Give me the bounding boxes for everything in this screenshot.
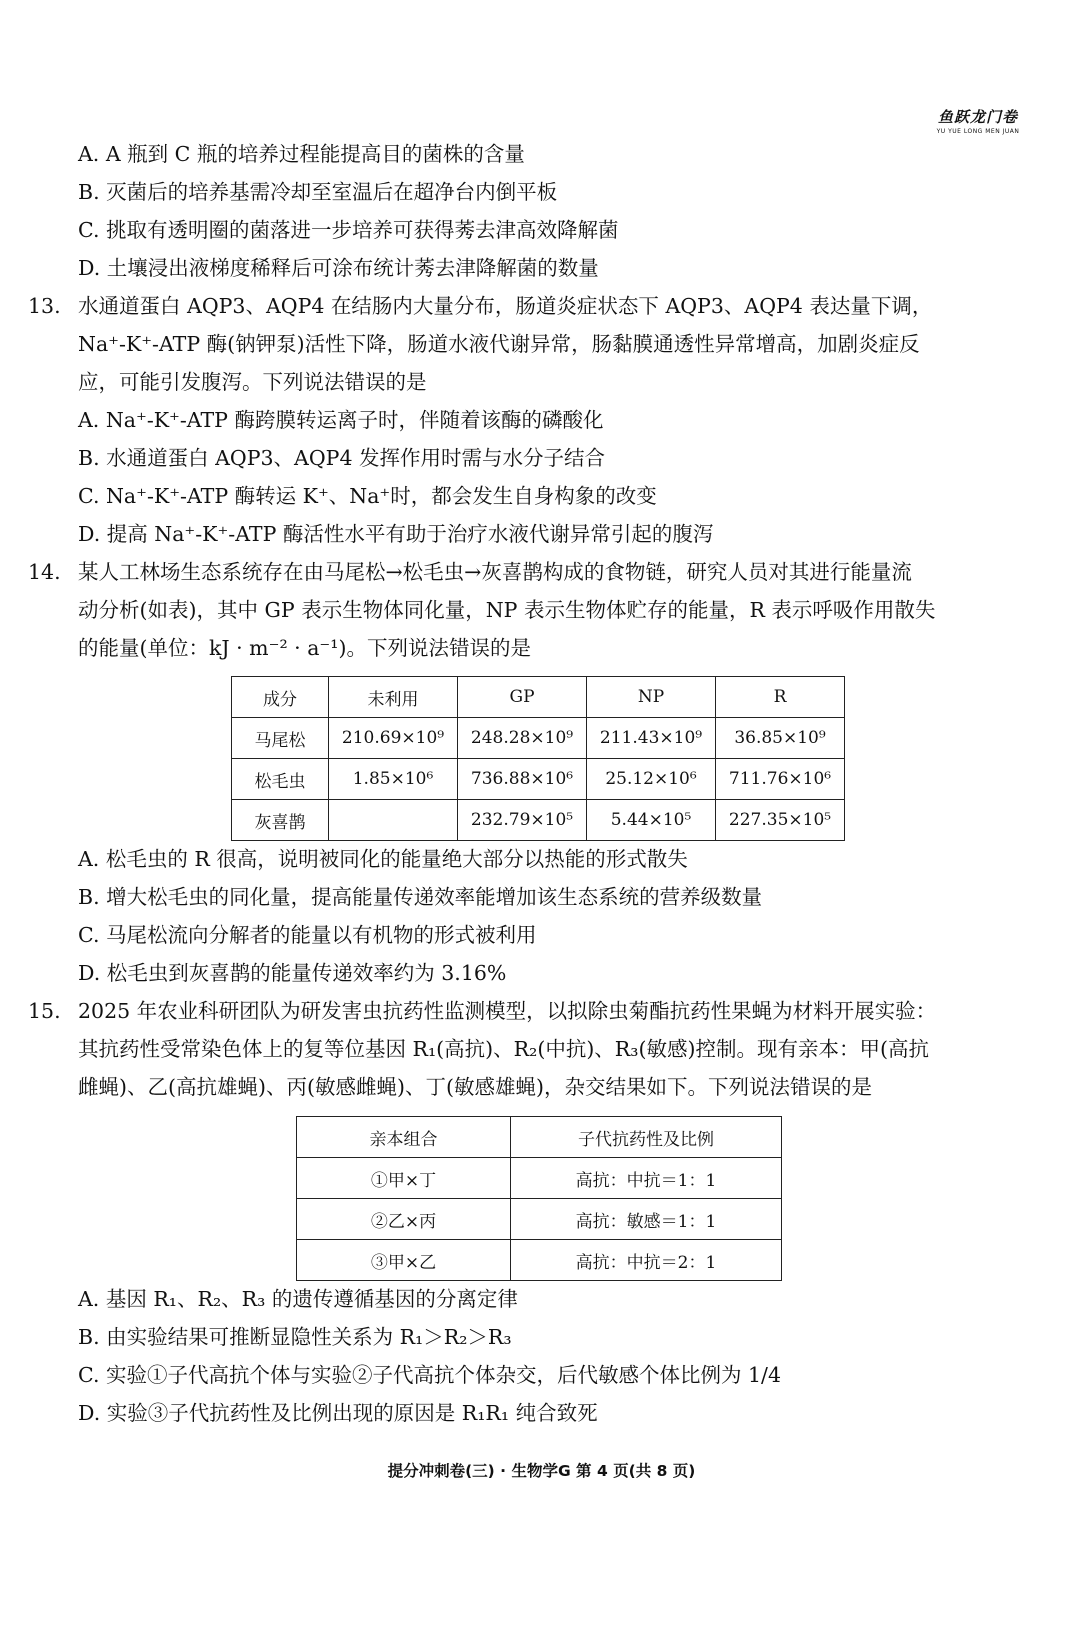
table-cell: 高抗：中抗＝1：1 xyxy=(511,1158,782,1199)
table-row xyxy=(232,800,845,841)
table-cell xyxy=(329,800,458,841)
table-header-cell: 子代抗药性及比例 xyxy=(511,1117,782,1158)
q13-option-c: C. Na⁺-K⁺-ATP 酶转运 K⁺、Na⁺时，都会发生自身构象的改变 xyxy=(78,484,657,508)
q14-stem-line3: 的能量(单位：kJ · m⁻² · a⁻¹)。下列说法错误的是 xyxy=(78,636,531,660)
q12-option-b: B. 灭菌后的培养基需冷却至室温后在超净台内倒平板 xyxy=(78,180,558,204)
q14-option-d: D. 松毛虫到灰喜鹊的能量传递效率约为 3.16% xyxy=(78,961,507,985)
table-row xyxy=(297,1158,782,1199)
table-cell: 232.79×10⁵ xyxy=(458,800,587,841)
q15-stem-line3: 雌蝇)、乙(高抗雄蝇)、丙(敏感雌蝇)、丁(敏感雄蝇)，杂交结果如下。下列说法错误的是 xyxy=(78,1075,872,1099)
table-cell: 736.88×10⁶ xyxy=(458,759,587,800)
q14-stem-line1: 某人工林场生态系统存在由马尾松→松毛虫→灰喜鹊构成的食物链，研究人员对其进行能量流 xyxy=(78,560,912,584)
q15-stem-line2: 其抗药性受常染色体上的复等位基因 R₁(高抗)、R₂(中抗)、R₃(敏感)控制。现有亲本：甲(高抗 xyxy=(78,1037,929,1061)
q13-stem-line3: 应，可能引发腹泻。下列说法错误的是 xyxy=(78,370,427,394)
table-row xyxy=(297,1199,782,1240)
logo-subtitle: YU YUE LONG MEN JUAN xyxy=(936,128,1020,135)
table-cell: 210.69×10⁹ xyxy=(329,718,458,759)
table-row xyxy=(297,1240,782,1281)
table-cell: 松毛虫 xyxy=(232,759,329,800)
table-cell: 高抗：中抗＝2：1 xyxy=(511,1240,782,1281)
q15-option-b: B. 由实验结果可推断显隐性关系为 R₁＞R₂＞R₃ xyxy=(78,1325,512,1349)
table-header-cell: 亲本组合 xyxy=(297,1117,511,1158)
q14-option-b: B. 增大松毛虫的同化量，提高能量传递效率能增加该生态系统的营养级数量 xyxy=(78,885,763,909)
q13-stem-line1: 水通道蛋白 AQP3、AQP4 在结肠内大量分布，肠道炎症状态下 AQP3、AQP4 表达量下调， xyxy=(78,294,933,318)
q13-option-b: B. 水通道蛋白 AQP3、AQP4 发挥作用时需与水分子结合 xyxy=(78,446,606,470)
table-cell: 711.76×10⁶ xyxy=(716,759,845,800)
table-cell: ③甲×乙 xyxy=(297,1240,511,1281)
cross-results-table xyxy=(296,1116,782,1281)
table-header-row xyxy=(297,1117,782,1158)
table-cell: 36.85×10⁹ xyxy=(716,718,845,759)
table-cell: 25.12×10⁶ xyxy=(587,759,716,800)
table-cell: 248.28×10⁹ xyxy=(458,718,587,759)
q13-option-d: D. 提高 Na⁺-K⁺-ATP 酶活性水平有助于治疗水液代谢异常引起的腹泻 xyxy=(78,522,714,546)
q12-option-a: A. A 瓶到 C 瓶的培养过程能提高目的菌株的含量 xyxy=(78,142,525,166)
q14-option-a: A. 松毛虫的 R 很高，说明被同化的能量绝大部分以热能的形式散失 xyxy=(78,847,688,871)
q15-stem-line1: 2025 年农业科研团队为研发害虫抗药性监测模型，以拟除虫菊酯抗药性果蝇为材料开展实验： xyxy=(78,999,937,1023)
table-cell: ①甲×丁 xyxy=(297,1158,511,1199)
table-cell: 211.43×10⁹ xyxy=(587,718,716,759)
q15-option-d: D. 实验③子代抗药性及比例出现的原因是 R₁R₁ 纯合致死 xyxy=(78,1401,598,1425)
q14-option-c: C. 马尾松流向分解者的能量以有机物的形式被利用 xyxy=(78,923,537,947)
table-row xyxy=(232,759,845,800)
table-header-cell: GP xyxy=(458,677,587,718)
table-cell: ②乙×丙 xyxy=(297,1199,511,1240)
table-cell: 灰喜鹊 xyxy=(232,800,329,841)
q15-option-c: C. 实验①子代高抗个体与实验②子代高抗个体杂交，后代敏感个体比例为 1/4 xyxy=(78,1363,781,1387)
q12-option-c: C. 挑取有透明圈的菌落进一步培养可获得莠去津高效降解菌 xyxy=(78,218,619,242)
page-footer: 提分冲刺卷(三) · 生物学G 第 4 页(共 8 页) xyxy=(387,1462,696,1480)
table-cell: 1.85×10⁶ xyxy=(329,759,458,800)
q13-number: 13. xyxy=(28,294,61,318)
q15-option-a: A. 基因 R₁、R₂、R₃ 的遗传遵循基因的分离定律 xyxy=(78,1287,518,1311)
q14-stem-line2: 动分析(如表)，其中 GP 表示生物体同化量，NP 表示生物体贮存的能量，R 表示呼吸作用散失 xyxy=(78,598,936,622)
q12-option-d: D. 土壤浸出液梯度稀释后可涂布统计莠去津降解菌的数量 xyxy=(78,256,599,280)
q13-stem-line2: Na⁺-K⁺-ATP 酶(钠钾泵)活性下降，肠道水液代谢异常，肠黏膜通透性异常增高，加剧炎症反 xyxy=(78,332,920,356)
table-header-row xyxy=(232,677,845,718)
table-row xyxy=(232,718,845,759)
brand-logo xyxy=(933,106,1023,135)
q15-number: 15. xyxy=(28,999,61,1023)
table-cell: 马尾松 xyxy=(232,718,329,759)
table-header-cell: R xyxy=(716,677,845,718)
table-header-cell: NP xyxy=(587,677,716,718)
table-cell: 5.44×10⁵ xyxy=(587,800,716,841)
q14-number: 14. xyxy=(28,560,61,584)
logo-title: 鱼跃龙门卷 xyxy=(937,108,1018,126)
energy-flow-table xyxy=(231,676,845,841)
table-cell: 227.35×10⁵ xyxy=(716,800,845,841)
table-header-cell: 未利用 xyxy=(329,677,458,718)
table-header-cell: 成分 xyxy=(232,677,329,718)
table-cell: 高抗：敏感＝1：1 xyxy=(511,1199,782,1240)
q13-option-a: A. Na⁺-K⁺-ATP 酶跨膜转运离子时，伴随着该酶的磷酸化 xyxy=(78,408,604,432)
